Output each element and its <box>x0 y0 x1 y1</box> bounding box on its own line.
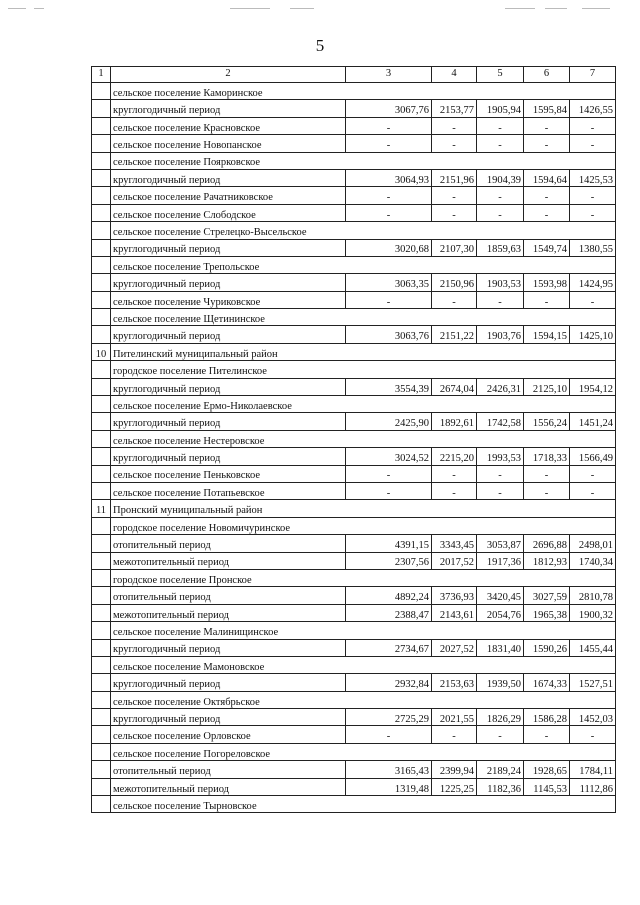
value-cell: - <box>477 204 524 221</box>
row-number <box>92 656 111 673</box>
row-number <box>92 256 111 273</box>
district-name: Пронский муниципальный район <box>111 500 616 517</box>
value-cell: 1900,32 <box>570 604 616 621</box>
header-cell: 6 <box>524 67 570 83</box>
row-number: 10 <box>92 343 111 360</box>
value-cell: 1549,74 <box>524 239 570 256</box>
settlement-name: городское поселение Новомичуринское <box>111 517 616 534</box>
value-cell: 2810,78 <box>570 587 616 604</box>
value-cell: 1892,61 <box>432 413 477 430</box>
value-cell: - <box>432 204 477 221</box>
row-number <box>92 778 111 795</box>
settlement-name: сельское поселение Нестеровское <box>111 430 616 447</box>
value-cell: 2674,04 <box>432 378 477 395</box>
row-number <box>92 152 111 169</box>
value-cell: - <box>346 482 432 499</box>
value-cell: 1593,98 <box>524 274 570 291</box>
value-cell: 1225,25 <box>432 778 477 795</box>
value-cell: 3736,93 <box>432 587 477 604</box>
value-cell: - <box>570 135 616 152</box>
value-cell: - <box>477 465 524 482</box>
value-cell: 3063,76 <box>346 326 432 343</box>
value-cell: 1595,84 <box>524 100 570 117</box>
tariff-table <box>91 66 616 813</box>
value-cell: 1740,34 <box>570 552 616 569</box>
value-cell: 2150,96 <box>432 274 477 291</box>
settlement-name: сельское поселение Потапьевское <box>111 482 346 499</box>
value-cell: 2153,77 <box>432 100 477 117</box>
period-row <box>92 674 616 691</box>
period-name: межотопительный период <box>111 778 346 795</box>
settlement-name: сельское поселение Каморинское <box>111 83 616 100</box>
settlement-row <box>92 117 616 134</box>
value-cell: 1674,33 <box>524 674 570 691</box>
period-row <box>92 535 616 552</box>
value-cell: 1905,94 <box>477 100 524 117</box>
value-cell: - <box>432 135 477 152</box>
settlement-row <box>92 691 616 708</box>
value-cell: 1742,58 <box>477 413 524 430</box>
settlement-name: сельское поселение Мамоновское <box>111 656 616 673</box>
value-cell: 3064,93 <box>346 169 432 186</box>
value-cell: 2215,20 <box>432 448 477 465</box>
period-row <box>92 604 616 621</box>
value-cell: 2932,84 <box>346 674 432 691</box>
value-cell: 2388,47 <box>346 604 432 621</box>
value-cell: - <box>524 117 570 134</box>
value-cell: - <box>524 482 570 499</box>
period-name: круглогодичный период <box>111 413 346 430</box>
district-name: Пителинский муниципальный район <box>111 343 616 360</box>
value-cell: 1319,48 <box>346 778 432 795</box>
settlement-name: городское поселение Пителинское <box>111 361 616 378</box>
value-cell: 1928,65 <box>524 761 570 778</box>
value-cell: - <box>346 204 432 221</box>
value-cell: 3024,52 <box>346 448 432 465</box>
value-cell: - <box>524 291 570 308</box>
row-number <box>92 274 111 291</box>
value-cell: 1993,53 <box>477 448 524 465</box>
value-cell: - <box>432 117 477 134</box>
settlement-name: сельское поселение Орловское <box>111 726 346 743</box>
settlement-name: сельское поселение Ермо-Николаевское <box>111 396 616 413</box>
row-number <box>92 569 111 586</box>
settlement-row <box>92 222 616 239</box>
period-name: круглогодичный период <box>111 239 346 256</box>
value-cell: - <box>477 291 524 308</box>
settlement-row <box>92 569 616 586</box>
value-cell: 1182,36 <box>477 778 524 795</box>
row-number <box>92 222 111 239</box>
value-cell: 3053,87 <box>477 535 524 552</box>
period-row <box>92 639 616 656</box>
value-cell: - <box>432 482 477 499</box>
settlement-row <box>92 204 616 221</box>
value-cell: 2189,24 <box>477 761 524 778</box>
district-row <box>92 500 616 517</box>
period-name: отопительный период <box>111 587 346 604</box>
row-number <box>92 604 111 621</box>
value-cell: 2017,52 <box>432 552 477 569</box>
value-cell: 1826,29 <box>477 709 524 726</box>
settlement-name: сельское поселение Пеньковское <box>111 465 346 482</box>
value-cell: 2021,55 <box>432 709 477 726</box>
period-name: круглогодичный период <box>111 448 346 465</box>
settlement-name: сельское поселение Малинищинское <box>111 622 616 639</box>
value-cell: 1594,15 <box>524 326 570 343</box>
settlement-row <box>92 656 616 673</box>
value-cell: 1112,86 <box>570 778 616 795</box>
row-number <box>92 674 111 691</box>
value-cell: 2696,88 <box>524 535 570 552</box>
value-cell: 2725,29 <box>346 709 432 726</box>
period-name: межотопительный период <box>111 604 346 621</box>
value-cell: - <box>477 117 524 134</box>
value-cell: 2143,61 <box>432 604 477 621</box>
settlement-row <box>92 256 616 273</box>
value-cell: - <box>524 135 570 152</box>
settlement-row <box>92 135 616 152</box>
value-cell: 2125,10 <box>524 378 570 395</box>
value-cell: 1586,28 <box>524 709 570 726</box>
value-cell: - <box>570 291 616 308</box>
row-number <box>92 135 111 152</box>
settlement-row <box>92 83 616 100</box>
value-cell: 2151,96 <box>432 169 477 186</box>
settlement-name: сельское поселение Октябрьское <box>111 691 616 708</box>
period-row <box>92 169 616 186</box>
row-number <box>92 691 111 708</box>
row-number <box>92 465 111 482</box>
settlement-name: сельское поселение Трепольское <box>111 256 616 273</box>
settlement-name: сельское поселение Тырновское <box>111 796 616 813</box>
period-name: круглогодичный период <box>111 378 346 395</box>
value-cell: 1424,95 <box>570 274 616 291</box>
value-cell: 2399,94 <box>432 761 477 778</box>
value-cell: 1556,24 <box>524 413 570 430</box>
period-name: круглогодичный период <box>111 674 346 691</box>
scan-artifacts <box>0 4 640 16</box>
settlement-name: сельское поселение Красновское <box>111 117 346 134</box>
settlement-row <box>92 291 616 308</box>
value-cell: 1954,12 <box>570 378 616 395</box>
row-number <box>92 726 111 743</box>
period-name: круглогодичный период <box>111 274 346 291</box>
row-number <box>92 83 111 100</box>
value-cell: - <box>570 204 616 221</box>
value-cell: 1455,44 <box>570 639 616 656</box>
row-number <box>92 535 111 552</box>
period-name: отопительный период <box>111 761 346 778</box>
value-cell: 3420,45 <box>477 587 524 604</box>
value-cell: 2426,31 <box>477 378 524 395</box>
value-cell: 1452,03 <box>570 709 616 726</box>
row-number <box>92 326 111 343</box>
settlement-name: сельское поселение Слободское <box>111 204 346 221</box>
row-number <box>92 291 111 308</box>
settlement-row <box>92 152 616 169</box>
value-cell: 3554,39 <box>346 378 432 395</box>
value-cell: 3165,43 <box>346 761 432 778</box>
value-cell: 3343,45 <box>432 535 477 552</box>
value-cell: 4391,15 <box>346 535 432 552</box>
value-cell: 2027,52 <box>432 639 477 656</box>
period-row <box>92 761 616 778</box>
value-cell: - <box>570 117 616 134</box>
settlement-name: сельское поселение Чуриковское <box>111 291 346 308</box>
value-cell: 1812,93 <box>524 552 570 569</box>
value-cell: 1903,53 <box>477 274 524 291</box>
row-number <box>92 448 111 465</box>
row-number <box>92 169 111 186</box>
period-name: круглогодичный период <box>111 169 346 186</box>
value-cell: 1425,53 <box>570 169 616 186</box>
value-cell: - <box>570 465 616 482</box>
row-number <box>92 743 111 760</box>
value-cell: 2054,76 <box>477 604 524 621</box>
settlement-row <box>92 465 616 482</box>
value-cell: 1426,55 <box>570 100 616 117</box>
row-number <box>92 622 111 639</box>
settlement-row <box>92 622 616 639</box>
value-cell: - <box>432 187 477 204</box>
value-cell: - <box>524 465 570 482</box>
value-cell: - <box>570 482 616 499</box>
value-cell: - <box>524 726 570 743</box>
header-cell: 2 <box>111 67 346 83</box>
page-number: 5 <box>315 36 325 55</box>
row-number <box>92 639 111 656</box>
value-cell: 1859,63 <box>477 239 524 256</box>
value-cell: - <box>346 117 432 134</box>
row-number <box>92 413 111 430</box>
period-row <box>92 326 616 343</box>
period-row <box>92 100 616 117</box>
value-cell: 1566,49 <box>570 448 616 465</box>
period-name: межотопительный период <box>111 552 346 569</box>
settlement-row <box>92 796 616 813</box>
row-number <box>92 187 111 204</box>
value-cell: - <box>570 726 616 743</box>
period-row <box>92 378 616 395</box>
value-cell: 2107,30 <box>432 239 477 256</box>
row-number <box>92 239 111 256</box>
value-cell: 3067,76 <box>346 100 432 117</box>
settlement-name: сельское поселение Погореловское <box>111 743 616 760</box>
settlement-name: сельское поселение Новопанское <box>111 135 346 152</box>
value-cell: - <box>346 135 432 152</box>
row-number <box>92 796 111 813</box>
settlement-name: сельское поселение Рачатниковское <box>111 187 346 204</box>
row-number <box>92 378 111 395</box>
value-cell: - <box>570 187 616 204</box>
table-header-row <box>92 67 616 83</box>
value-cell: 3027,59 <box>524 587 570 604</box>
period-name: отопительный период <box>111 535 346 552</box>
period-row <box>92 587 616 604</box>
value-cell: 1451,24 <box>570 413 616 430</box>
value-cell: - <box>346 465 432 482</box>
row-number <box>92 587 111 604</box>
header-cell: 4 <box>432 67 477 83</box>
value-cell: - <box>524 204 570 221</box>
value-cell: - <box>432 291 477 308</box>
value-cell: - <box>346 187 432 204</box>
value-cell: - <box>346 726 432 743</box>
settlement-row <box>92 361 616 378</box>
settlement-row <box>92 396 616 413</box>
settlement-name: сельское поселение Щетининское <box>111 309 616 326</box>
row-number <box>92 482 111 499</box>
value-cell: 1904,39 <box>477 169 524 186</box>
row-number: 11 <box>92 500 111 517</box>
row-number <box>92 517 111 534</box>
header-cell: 3 <box>346 67 432 83</box>
value-cell: 1590,26 <box>524 639 570 656</box>
value-cell: - <box>432 465 477 482</box>
value-cell: 2734,67 <box>346 639 432 656</box>
value-cell: 1917,36 <box>477 552 524 569</box>
period-row <box>92 709 616 726</box>
settlement-row <box>92 430 616 447</box>
value-cell: 1831,40 <box>477 639 524 656</box>
header-cell: 1 <box>92 67 111 83</box>
value-cell: 1965,38 <box>524 604 570 621</box>
value-cell: 2425,90 <box>346 413 432 430</box>
settlement-row <box>92 309 616 326</box>
value-cell: 3063,35 <box>346 274 432 291</box>
row-number <box>92 361 111 378</box>
row-number <box>92 204 111 221</box>
value-cell: 1380,55 <box>570 239 616 256</box>
row-number <box>92 761 111 778</box>
settlement-name: сельское поселение Стрелецко-Высельское <box>111 222 616 239</box>
table-body <box>92 67 616 813</box>
settlement-row <box>92 726 616 743</box>
district-row <box>92 343 616 360</box>
row-number <box>92 552 111 569</box>
value-cell: - <box>477 482 524 499</box>
value-cell: - <box>432 726 477 743</box>
row-number <box>92 709 111 726</box>
value-cell: - <box>524 187 570 204</box>
period-row <box>92 552 616 569</box>
header-cell: 5 <box>477 67 524 83</box>
header-cell: 7 <box>570 67 616 83</box>
value-cell: 1939,50 <box>477 674 524 691</box>
settlement-name: городское поселение Пронское <box>111 569 616 586</box>
value-cell: - <box>477 187 524 204</box>
period-name: круглогодичный период <box>111 639 346 656</box>
value-cell: 1594,64 <box>524 169 570 186</box>
settlement-row <box>92 743 616 760</box>
value-cell: - <box>477 135 524 152</box>
row-number <box>92 396 111 413</box>
row-number <box>92 309 111 326</box>
value-cell: 1527,51 <box>570 674 616 691</box>
value-cell: 4892,24 <box>346 587 432 604</box>
row-number <box>92 430 111 447</box>
value-cell: 2498,01 <box>570 535 616 552</box>
value-cell: 1425,10 <box>570 326 616 343</box>
value-cell: - <box>477 726 524 743</box>
period-row <box>92 778 616 795</box>
row-number <box>92 117 111 134</box>
settlement-row <box>92 517 616 534</box>
settlement-row <box>92 187 616 204</box>
value-cell: 2153,63 <box>432 674 477 691</box>
period-name: круглогодичный период <box>111 100 346 117</box>
value-cell: 1903,76 <box>477 326 524 343</box>
value-cell: 1718,33 <box>524 448 570 465</box>
value-cell: 1784,11 <box>570 761 616 778</box>
period-name: круглогодичный период <box>111 326 346 343</box>
row-number <box>92 100 111 117</box>
value-cell: 3020,68 <box>346 239 432 256</box>
settlement-name: сельское поселение Поярковское <box>111 152 616 169</box>
value-cell: 2151,22 <box>432 326 477 343</box>
value-cell: 2307,56 <box>346 552 432 569</box>
value-cell: 1145,53 <box>524 778 570 795</box>
value-cell: - <box>346 291 432 308</box>
period-name: круглогодичный период <box>111 709 346 726</box>
period-row <box>92 413 616 430</box>
settlement-row <box>92 482 616 499</box>
period-row <box>92 448 616 465</box>
period-row <box>92 274 616 291</box>
period-row <box>92 239 616 256</box>
